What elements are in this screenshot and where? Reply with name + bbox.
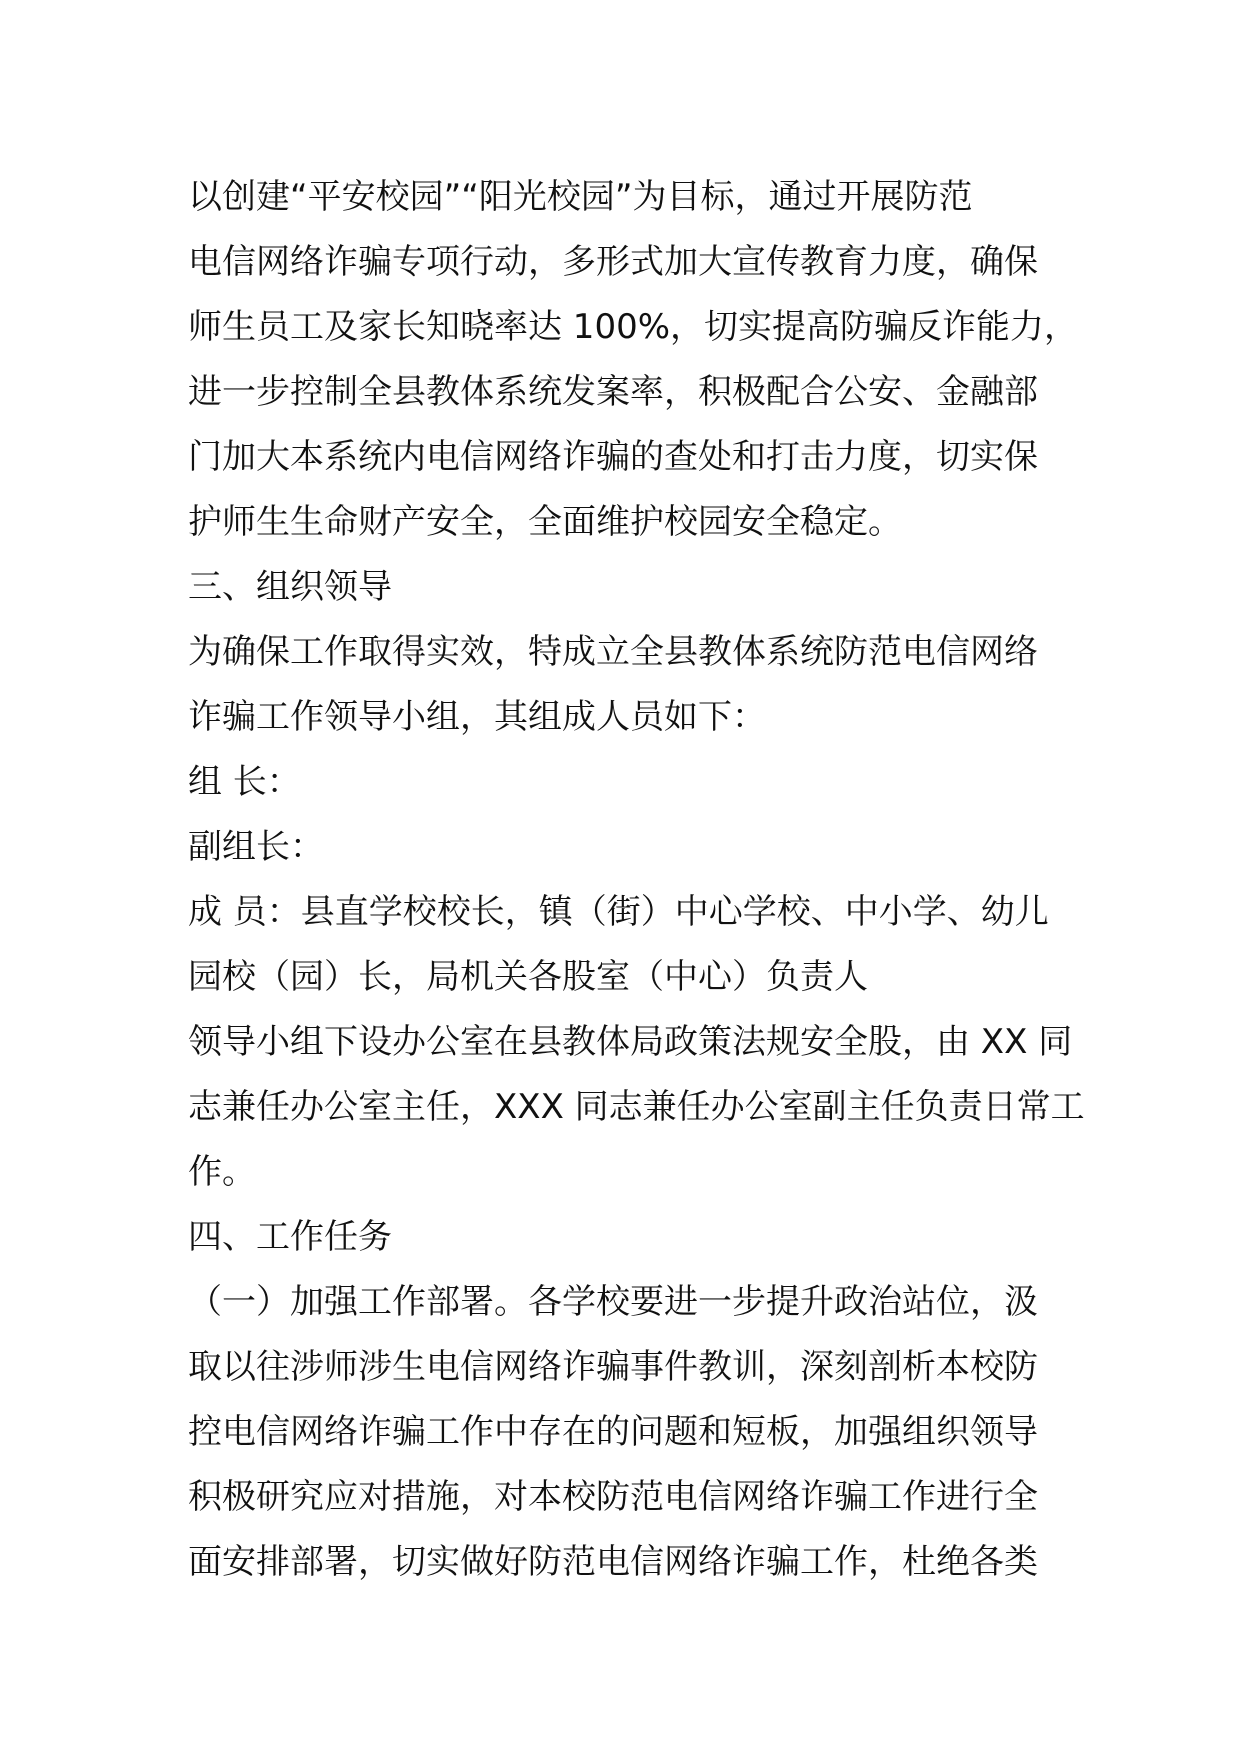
text-line: 组 长： bbox=[188, 762, 301, 802]
text-line: 取以往涉师涉生电信网络诈骗事件教训，深刻剖析本校防 bbox=[188, 1347, 1038, 1387]
text-line: 进一步控制全县教体系统发案率，积极配合公安、金融部 bbox=[188, 372, 1038, 412]
text-line: 志兼任办公室主任，XXX 同志兼任办公室副主任负责日常工 bbox=[188, 1087, 1085, 1127]
text-line: 为确保工作取得实效，特成立全县教体系统防范电信网络 bbox=[188, 632, 1038, 672]
text-line: 成 员：县直学校校长，镇（街）中心学校、中小学、幼儿 bbox=[188, 892, 1049, 932]
text-line: 领导小组下设办公室在县教体局政策法规安全股，由 XX 同 bbox=[188, 1022, 1073, 1062]
section-heading: 三、组织领导 bbox=[188, 567, 392, 607]
text-line: 副组长： bbox=[188, 827, 324, 867]
text-line: 控电信网络诈骗工作中存在的问题和短板，加强组织领导 bbox=[188, 1412, 1038, 1452]
text-line: 园校（园）长，局机关各股室（中心）负责人 bbox=[188, 957, 868, 997]
text-line: 积极研究应对措施，对本校防范电信网络诈骗工作进行全 bbox=[188, 1477, 1038, 1517]
text-line: 作。 bbox=[188, 1152, 256, 1192]
text-line: 师生员工及家长知晓率达 100%，切实提高防骗反诈能力， bbox=[188, 307, 1079, 347]
text-line: 电信网络诈骗专项行动，多形式加大宣传教育力度，确保 bbox=[188, 242, 1038, 282]
document-body bbox=[188, 165, 1085, 1595]
text-line: 门加大本系统内电信网络诈骗的查处和打击力度，切实保 bbox=[188, 437, 1038, 477]
text-line: 面安排部署，切实做好防范电信网络诈骗工作，杜绝各类 bbox=[188, 1542, 1038, 1582]
text-line: 护师生生命财产安全，全面维护校园安全稳定。 bbox=[188, 502, 902, 542]
section-heading: 四、工作任务 bbox=[188, 1217, 392, 1257]
text-line: （一）加强工作部署。各学校要进一步提升政治站位，汲 bbox=[188, 1282, 1038, 1322]
text-line: 以创建“平安校园”“阳光校园”为目标，通过开展防范 bbox=[188, 177, 973, 217]
text-line: 诈骗工作领导小组，其组成人员如下： bbox=[188, 697, 766, 737]
